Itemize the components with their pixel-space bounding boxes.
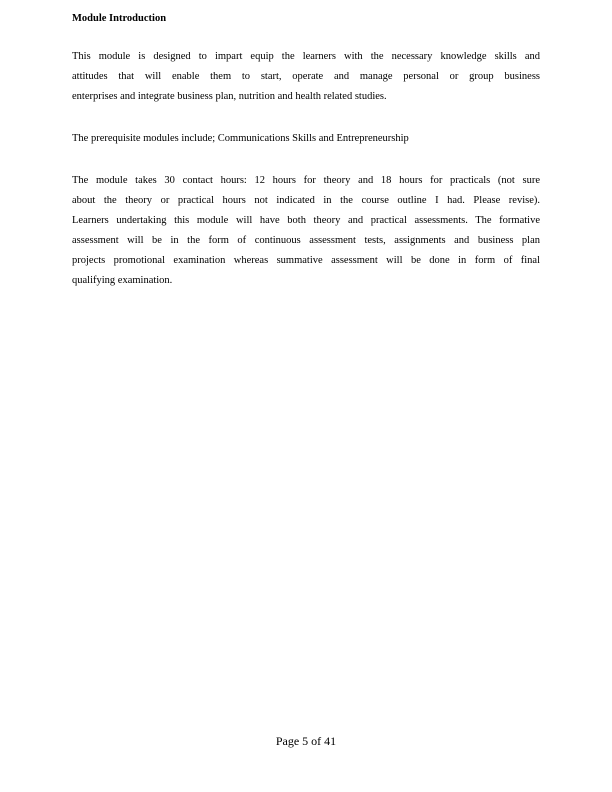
paragraph-module-description: [72, 47, 540, 107]
text-line: enterprises and integrate business plan, nutrition and health related studies.: [72, 91, 387, 102]
text-line: qualifying examination.: [72, 275, 173, 286]
text-line: Learners undertaking this module will have both theory and practical assessments. The formative: [72, 215, 540, 226]
text-line: projects promotional examination whereas summative assessment will be done in form of final: [72, 255, 540, 266]
text-line: about the theory or practical hours not indicated in the course outline I had. Please revise).: [72, 195, 540, 206]
text-line: assessment will be in the form of continuous assessment tests, assignments and business plan: [72, 235, 540, 246]
paragraph-prerequisites: [72, 129, 540, 149]
text-line: This module is designed to impart equip the learners with the necessary knowledge skills and: [72, 51, 540, 62]
section-heading: Module Introduction: [72, 13, 167, 24]
paragraph-contact-hours: [72, 171, 540, 291]
text-line: The prerequisite modules include; Communications Skills and Entrepreneurship: [72, 133, 409, 144]
text-line: attitudes that will enable them to start, operate and manage personal or group business: [72, 71, 540, 82]
text-line: The module takes 30 contact hours: 12 hours for theory and 18 hours for practicals (not sure: [72, 175, 540, 186]
page-number-footer: Page 5 of 41: [275, 734, 337, 748]
